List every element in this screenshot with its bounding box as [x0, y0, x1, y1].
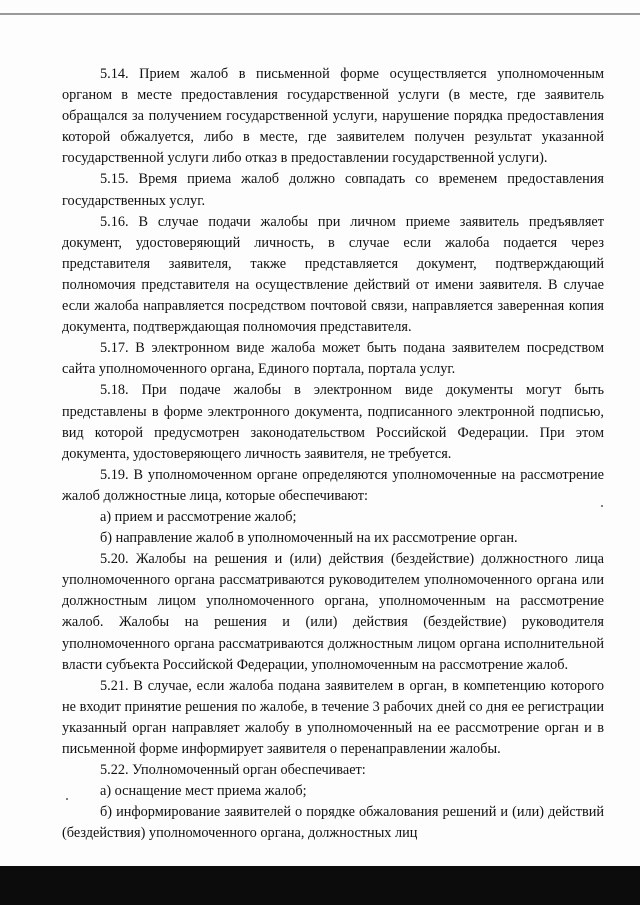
scan-speck: [601, 505, 603, 507]
list-item-a-5-19: а) прием и рассмотрение жалоб;: [100, 508, 297, 525]
scan-bottom-border: [0, 866, 640, 905]
list-item-b-5-22: б) информирование заявителей о порядке обжалования решений и (или) действий (бездействия) уполномоченного органа, должностных лиц: [62, 804, 604, 842]
list-item-b-5-19: б) направление жалоб в уполномоченный на их рассмотрение орган.: [100, 530, 518, 547]
paragraph-5-21: 5.21. В случае, если жалоба подана заявителем в орган, в компетенцию которого не входит принятие решения по жалобе, в течение 3 рабочих дней со дня ее регистрации указанный орган направляет жалобу в уполномоченный на ее рассмотрение орган и в письменной форме информирует заявителя о перенаправлении жалобы.: [62, 677, 604, 757]
top-edge-line: [0, 13, 640, 15]
list-item-a-5-22: а) оснащение мест приема жалоб;: [100, 783, 307, 800]
paragraph-5-14: 5.14. Прием жалоб в письменной форме осуществляется уполномоченным органом в месте предоставления государственной услуги (в месте, где заявитель обращался за получением государственной услуги, нарушение порядка предоставления которой обжалуется, либо в месте, где заявителем получен результат указанной государственной услуги либо отказ в предоставлении государственной услуги).: [62, 66, 604, 167]
paragraph-5-17: 5.17. В электронном виде жалоба может быть подана заявителем посредством сайта уполномоченного органа, Единого портала, портала услуг.: [62, 340, 604, 378]
scan-speck: [66, 798, 68, 800]
paragraph-5-18: 5.18. При подаче жалобы в электронном виде документы могут быть представлены в форме электронного документа, подписанного электронной подписью, вид которой предусмотрен законодательством Российской Федерации. При этом документа, удостоверяющего личность заявителя, не требуется.: [62, 382, 604, 462]
paragraph-5-16: 5.16. В случае подачи жалобы при личном приеме заявитель предъявляет документ, удостоверяющий личность, в случае если жалоба подается через представителя заявителя, также представляется документ, подтверждающий полномочия представителя на осуществление действий от имени заявителя. В случае если жалоба направляется посредством почтовой связи, направляется заверенная копия документа, подтверждающая полномочия представителя.: [62, 213, 604, 336]
paragraph-5-20: 5.20. Жалобы на решения и (или) действия (бездействие) должностного лица уполномоченного органа рассматриваются руководителем уполномоченного органа или должностным лицом уполномоченного органа, уполномоченным на рассмотрение жалоб. Жалобы на решения и (или) действия (бездействие) руководителя уполномоченного органа рассматриваются должностным лицом органа исполнительной власти субъекта Российской Федерации, уполномоченным на рассмотрение жалоб.: [62, 551, 604, 673]
paragraph-5-15: 5.15. Время приема жалоб должно совпадать со временем предоставления государственных услуг.: [62, 171, 604, 209]
paragraph-5-19: 5.19. В уполномоченном органе определяются уполномоченные на рассмотрение жалоб должностные лица, которые обеспечивают:: [62, 466, 604, 504]
paragraph-5-22: 5.22. Уполномоченный орган обеспечивает:: [100, 762, 366, 779]
document-body: [62, 64, 604, 844]
